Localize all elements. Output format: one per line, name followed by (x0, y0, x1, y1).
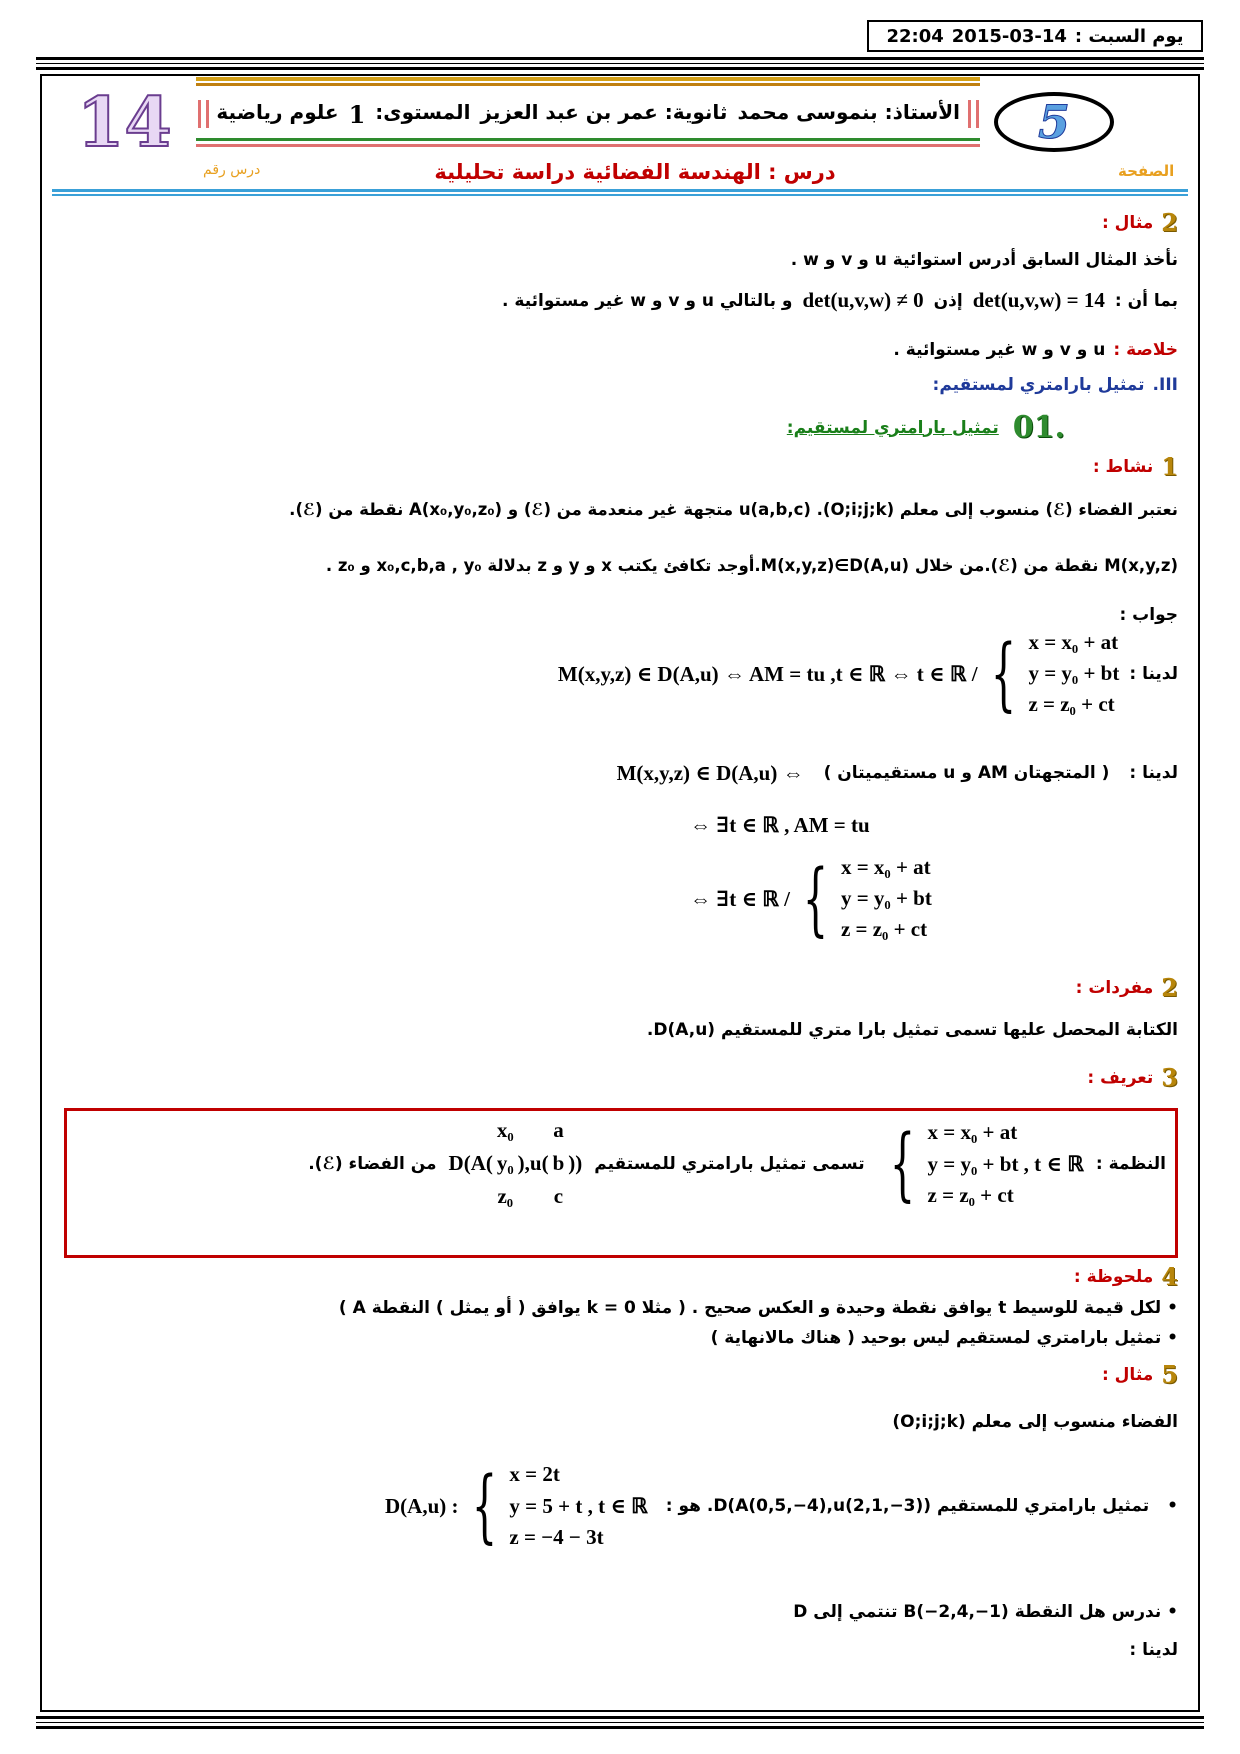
equivalence-3: ⇔ ∃t ∈ ℝ , AM = tu (690, 813, 870, 837)
top-rule-2 (36, 63, 1204, 64)
school-name: ثانوية: عمر بن عبد العزيز (480, 100, 728, 124)
example5-z: z = −4 − 3t (509, 1525, 604, 1549)
definition-system (877, 1116, 1084, 1210)
vector-a: a (553, 1118, 564, 1142)
example5-title: مثال : (1101, 1364, 1154, 1385)
lesson-title: درس : الهندسة الفضائية دراسة تحليلية (434, 160, 836, 184)
date-value: 2015-03-14 (951, 25, 1067, 47)
definition-middle: تسمى تمثيل بارامتري للمستقيم (594, 1153, 865, 1174)
definition-suffix: من الفضاء (ℰ). (308, 1153, 437, 1174)
example5-d-label: D(A,u) : (385, 1493, 459, 1518)
section-iii-title: تمثيل بارامتري لمستقيم: (932, 375, 1145, 395)
answer-we-have: لدينا : (1129, 663, 1178, 684)
activity-line1: نعتبر الفضاء (ℰ) منسوب إلى معلم (O;i;j;k). u(a,b,c) متجهة غير منعدمة من (ℰ) و A(x₀,y₀,z₀) نقطة من (ℰ). (289, 500, 1178, 519)
remark-number: 4 (1161, 1262, 1178, 1291)
system-2 (690, 851, 932, 945)
example2-det-value: det(u,v,w) = 14 (972, 288, 1105, 312)
brace-icon-3: { (889, 1116, 915, 1210)
system-1-lines (1028, 630, 1119, 717)
definition-y: y = y₀ + bt , t ∈ ℝ (927, 1151, 1084, 1176)
activity-title: نشاط : (1092, 456, 1154, 477)
answer-block-1 (557, 626, 1178, 720)
system-2-lines (841, 855, 932, 942)
remark-title: ملحوظة : (1073, 1266, 1154, 1287)
equivalence-2: M(x,y,z) ∈ D(A,u) ⇔ (616, 761, 804, 785)
bottom-rule-3 (36, 1726, 1204, 1729)
bullet-icon-3: • (1167, 1496, 1178, 1516)
bullet-icon-2: • (1161, 1328, 1178, 1348)
example5-system-lines (509, 1462, 647, 1550)
equivalence-4: ⇔ ∃t ∈ ℝ / (690, 886, 791, 911)
activity-line2: M(x,y,z) نقطة من (ℰ).من خلال M(x,y,z)∈D(A,u).أوجد تكافئ يكتب x و y و z بدلالة x₀,c,b,a , y₀ و z₀ . (325, 556, 1178, 575)
definition-x: x = x₀ + at (927, 1119, 1018, 1144)
example2-since: بما أن : (1114, 290, 1178, 311)
header-blue-rule-2 (52, 194, 1188, 196)
definition-system-lines (928, 1120, 1084, 1208)
vector-c: c (553, 1184, 564, 1208)
brace-icon: { (990, 626, 1016, 720)
lesson-label: درس رقم (203, 162, 261, 178)
point-x0: x₀ (496, 1118, 514, 1142)
point-coords (497, 1118, 514, 1209)
vector-b: b (552, 1151, 565, 1175)
example5-system (385, 1459, 648, 1552)
brace-icon-4: { (471, 1459, 497, 1552)
definition-prefix: النظمة : (1095, 1153, 1166, 1174)
vocab-title: مفردات : (1075, 977, 1154, 998)
page-number: 14 (77, 83, 172, 163)
example5-heading (1102, 1360, 1178, 1389)
point-y0: y₀ (496, 1151, 514, 1175)
date-label: يوم السبت : (1074, 25, 1184, 47)
example2-heading (1102, 208, 1178, 237)
remark-item-2 (711, 1328, 1178, 1348)
lesson-logo (994, 92, 1114, 152)
teacher-name: الأستاذ: بنموسى محمد (737, 100, 960, 124)
subsection-01-heading (787, 410, 1065, 445)
subsection-01-title: تمثيل بارامتري لمستقيم: (786, 417, 999, 438)
system-2-y: y = y₀ + bt (840, 886, 932, 910)
example2-then: إذن (933, 290, 963, 311)
activity-heading (1093, 452, 1178, 481)
header-blue-rule (52, 189, 1188, 192)
level-prefix: المستوى: (375, 100, 471, 124)
example5-x: x = 2t (509, 1462, 560, 1486)
header-info (216, 100, 960, 129)
answer-we-have-2: لدينا : (1129, 763, 1178, 783)
example2-conclusion (893, 340, 1178, 360)
system-1-z: z = z₀ + ct (1028, 692, 1115, 716)
equivalence-1: M(x,y,z) ∈ D(A,u) ⇔ AM = tu ,t ∈ ℝ ⇔ t ∈ ℝ / (557, 661, 978, 686)
vocab-number: 2 (1161, 973, 1178, 1002)
example5-item2-text: ندرس هل النقطة B(−2,4,−1) تنتمي إلى D (793, 1602, 1162, 1622)
example5-item1-text: تمثيل بارامتري للمستقيم D(A(0,5,−4),u(2,1,−3)). هو : (665, 1496, 1150, 1516)
header-pink-rule (196, 144, 980, 147)
level-name: علوم رياضية (216, 100, 339, 124)
system-1-y: y = y₀ + bt (1028, 661, 1120, 685)
header-gold-rule (196, 77, 980, 81)
level-number: 1 (348, 100, 366, 129)
vector-coords (553, 1118, 565, 1209)
header-gold-rule-2 (196, 83, 980, 86)
system-1 (557, 626, 1120, 720)
example5-item1 (385, 1459, 1178, 1552)
bottom-rule-2 (36, 1722, 1204, 1723)
example5-item2 (793, 1602, 1178, 1622)
system-2-z: z = z₀ + ct (840, 917, 928, 941)
definition-line-D: D(A( x₀ y₀ z₀ ),u( a b c )) (448, 1118, 583, 1208)
system-2-x: x = x₀ + at (840, 855, 931, 879)
activity-number: 1 (1161, 452, 1178, 481)
answer-block-2 (617, 760, 1178, 786)
remark-heading (1074, 1262, 1178, 1291)
deco-bars-left (198, 100, 209, 128)
header-green-rule (196, 138, 980, 141)
subsection-01-number: .01 (1012, 410, 1065, 445)
bullet-icon: • (1161, 1298, 1178, 1318)
bottom-rule-1 (36, 1716, 1204, 1719)
top-rule-3 (36, 67, 1204, 70)
date-box (867, 20, 1203, 52)
bullet-icon-4: • (1161, 1602, 1178, 1622)
deco-bars-right (968, 100, 979, 128)
example5-we-have: لدينا : (1129, 1640, 1178, 1660)
section-iii-number: III. (1152, 375, 1178, 395)
conclusion-text: u و v و w غير مستوائية . (893, 340, 1106, 360)
definition-z: z = z₀ + ct (927, 1182, 1014, 1207)
example5-y: y = 5 + t , t ∈ ℝ (509, 1494, 648, 1518)
example2-det-nonzero: det(u,v,w) ≠ 0 (802, 288, 924, 312)
example5-intro: الفضاء منسوب إلى معلم (O;i;j;k) (892, 1412, 1178, 1432)
system-1-x: x = x₀ + at (1028, 630, 1119, 654)
example2-number: 2 (1161, 208, 1178, 237)
section-iii-heading (933, 375, 1178, 395)
definition-title: تعريف : (1087, 1067, 1154, 1088)
example5-number: 5 (1161, 1360, 1178, 1389)
example2-line2 (502, 288, 1178, 313)
definition-content (308, 1118, 1166, 1209)
brace-icon-2: { (802, 851, 829, 945)
remark-item-2-text: تمثيل بارامتري لمستقيم ليس بوحيد ( هناك مالانهاية ) (710, 1328, 1162, 1348)
example2-consequence: و بالتالي u و v و w غير مستوائية . (502, 290, 793, 311)
example2-title: مثال : (1101, 212, 1154, 233)
definition-number: 3 (1161, 1063, 1178, 1092)
vocab-heading (1076, 973, 1178, 1002)
definition-heading (1087, 1063, 1178, 1092)
top-rule-1 (36, 57, 1204, 60)
collinear-note: ( المتجهتان AM و u مستقيميتان ) (823, 763, 1110, 783)
remark-item-1 (339, 1298, 1178, 1318)
time-value: 22:04 (886, 25, 944, 47)
answer-label: جواب : (1119, 605, 1178, 625)
vocab-text: الكتابة المحصل عليها تسمى تمثيل بارا متري للمستقيم D(A,u). (646, 1020, 1178, 1040)
page-label: الصفحة (1118, 162, 1175, 180)
point-z0: z₀ (497, 1184, 514, 1208)
lesson-number: 5 (1037, 95, 1070, 149)
example2-line1: نأخذ المثال السابق أدرس استوائية u و v و w . (790, 250, 1178, 270)
conclusion-label: خلاصة : (1113, 340, 1178, 360)
remark-item-1-text: لكل قيمة للوسيط t يوافق نقطة وحيدة و العكس صحيح . ( مثلا k = 0 يوافق ( أو يمثل ) النقطة A ) (338, 1298, 1162, 1318)
